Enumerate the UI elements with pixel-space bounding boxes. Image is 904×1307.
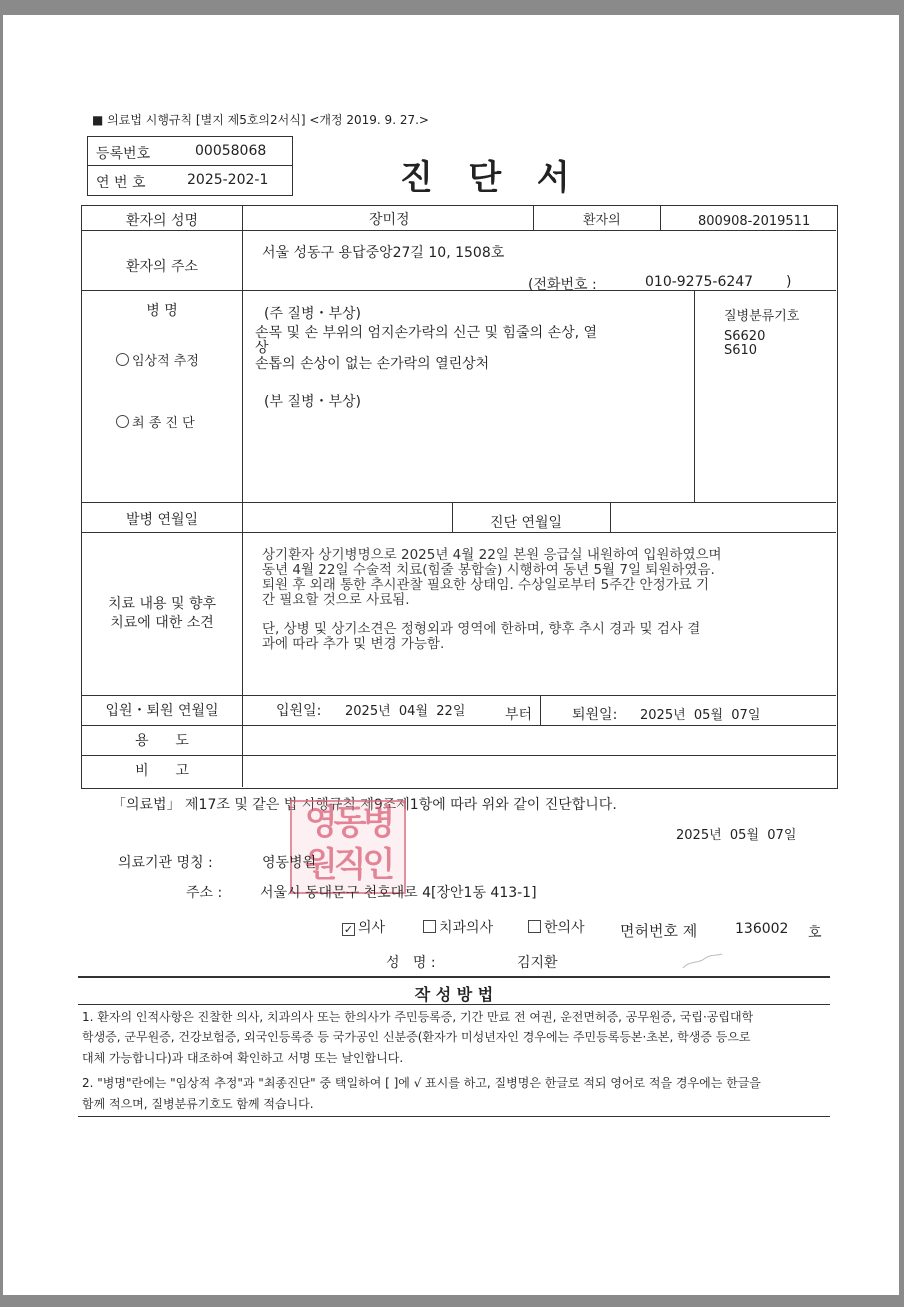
license-number: 136002 xyxy=(735,921,789,937)
disease-code: S610 xyxy=(724,343,758,358)
patient-id-number: 800908-2019511 xyxy=(698,214,811,229)
instruction-line: 1. 환자의 인적사항은 진찰한 의사, 치과의사 또는 한의사가 주민등록증, 기간 만료 전 여권, 운전면허증, 공무원증, 국립·공립대학 xyxy=(82,1010,754,1024)
patient-id-label: 환자의 xyxy=(583,213,621,228)
institution-address-label: 주소 : xyxy=(186,885,223,901)
page-title: 진 단 서 xyxy=(400,158,570,198)
phone-label: (전화번호 : xyxy=(528,277,597,293)
treatment-text-line: 과에 따라 추가 및 변경 가능함. xyxy=(262,636,445,652)
treatment-text-line: 간 필요할 것으로 사료됨. xyxy=(262,592,410,608)
doctor-type-checkbox[interactable]: ✓ 의사 xyxy=(343,920,386,936)
checked-box-icon: ✓ xyxy=(343,923,354,936)
disease-label: 병 명 xyxy=(146,303,178,319)
phone-close-paren: ) xyxy=(786,274,792,290)
signature-mark xyxy=(680,950,725,975)
oriental-doctor-type-checkbox[interactable]: 한의사 xyxy=(528,917,585,937)
discharge-date: 2025년 05월 07일 xyxy=(640,708,761,723)
admission-in-date: 2025년 04월 22일 xyxy=(345,704,466,719)
institution-name: 영동병원 xyxy=(262,855,317,871)
instructions-title: 작 성 방 법 xyxy=(414,985,494,1004)
treatment-text-line: 상기환자 상기병명으로 2025년 4월 22일 본원 응급실 내원하여 입원하였으며 xyxy=(262,547,722,563)
serial-number: 2025-202-1 xyxy=(187,172,269,188)
patient-phone: 010-9275-6247 xyxy=(645,274,754,290)
clinical-estimate-option[interactable]: 임상적 추정 xyxy=(116,350,199,369)
admission-from: 부터 xyxy=(505,707,533,723)
main-disease-header: (주 질병・부상) xyxy=(264,306,361,322)
treatment-label: 치료 내용 및 향후 xyxy=(107,596,217,612)
main-disease-line: 손목 및 손 부위의 엄지손가락의 신근 및 힘줄의 손상, 열 xyxy=(255,325,598,341)
treatment-text-line: 동년 4월 22일 수술적 치료(힘줄 봉합술) 시행하여 동년 5월 7일 퇴원하였음. xyxy=(262,562,715,578)
main-disease-line: 손톱의 손상이 없는 손가락의 열린상처 xyxy=(255,356,490,372)
admission-label: 입원・퇴원 연월일 xyxy=(105,703,219,719)
institution-address: 서울시 동대문구 천호대로 4[장안1동 413-1] xyxy=(260,885,537,901)
instruction-line: 함께 적으며, 질병분류기호도 함께 적습니다. xyxy=(82,1097,314,1111)
admission-in-label: 입원일: xyxy=(276,703,322,719)
discharge-label: 퇴원일: xyxy=(572,707,618,723)
doctor-name-label: 성 명 : xyxy=(386,955,436,971)
sub-disease-header: (부 질병・부상) xyxy=(264,394,361,410)
radio-icon xyxy=(116,415,129,428)
disease-code: S6620 xyxy=(724,329,766,344)
treatment-text-line: 퇴원 후 외래 통한 추시관찰 필요한 상태임. 수상일로부터 5주간 안정가료 기 xyxy=(262,577,710,593)
final-diagnosis-option[interactable]: 최 종 진 단 xyxy=(116,412,195,431)
reg-label: 등록번호 xyxy=(96,146,151,162)
checkbox-icon xyxy=(423,920,436,933)
treatment-text-line: 단, 상병 및 상기소견은 정형외과 영역에 한하며, 향후 추시 경과 및 검사 결 xyxy=(262,621,701,637)
patient-name-label: 환자의 성명 xyxy=(125,213,199,229)
note-label: 비 고 xyxy=(135,763,189,779)
serial-label: 연 번 호 xyxy=(96,175,146,191)
onset-date-label: 발병 연월일 xyxy=(125,512,199,528)
reg-number: 00058068 xyxy=(195,143,267,159)
issue-date: 2025년 05월 07일 xyxy=(676,828,797,843)
patient-name: 장미정 xyxy=(369,212,410,228)
form-reference: ■ 의료법 시행규칙 [별지 제5호의2서식] <개정 2019. 9. 27.> xyxy=(92,113,429,127)
hospital-seal: 영동병 원직인 xyxy=(290,800,406,894)
doctor-name: 김지환 xyxy=(517,955,558,971)
patient-address: 서울 성동구 용답중앙27길 10, 1508호 xyxy=(262,245,505,261)
license-suffix: 호 xyxy=(808,925,822,941)
diagnosis-date-label: 진단 연월일 xyxy=(490,515,563,531)
license-label: 면허번호 제 xyxy=(620,922,698,940)
dentist-type-checkbox[interactable]: 치과의사 xyxy=(423,917,493,937)
treatment-label: 치료에 대한 소견 xyxy=(110,615,214,631)
usage-label: 용 도 xyxy=(135,733,189,749)
disease-code-label: 질병분류기호 xyxy=(724,309,800,324)
checkbox-icon xyxy=(528,920,541,933)
institution-name-label: 의료기관 명칭 : xyxy=(118,855,213,871)
declaration-text: 「의료법」 제17조 및 같은 법 시행규칙 제9조제1항에 따라 위와 같이 진단합니다. xyxy=(112,797,617,813)
instruction-line: 2. "병명"란에는 "임상적 추정"과 "최종진단" 중 택일하여 [ ]에 √ 표시를 하고, 질병명은 한글로 적되 영어로 적을 경우에는 한글을 xyxy=(82,1076,761,1090)
main-disease-line: 상 xyxy=(255,340,269,356)
instruction-line: 학생증, 군무원증, 건강보험증, 외국인등록증 등 국가공인 신분증(환자가 미성년자인 경우에는 주민등록등본·초본, 학생증 등으로 xyxy=(82,1030,751,1044)
radio-icon xyxy=(116,353,129,366)
patient-address-label: 환자의 주소 xyxy=(125,259,199,275)
instruction-line: 대체 가능합니다)과 대조하여 확인하고 서명 또는 날인합니다. xyxy=(82,1051,404,1065)
